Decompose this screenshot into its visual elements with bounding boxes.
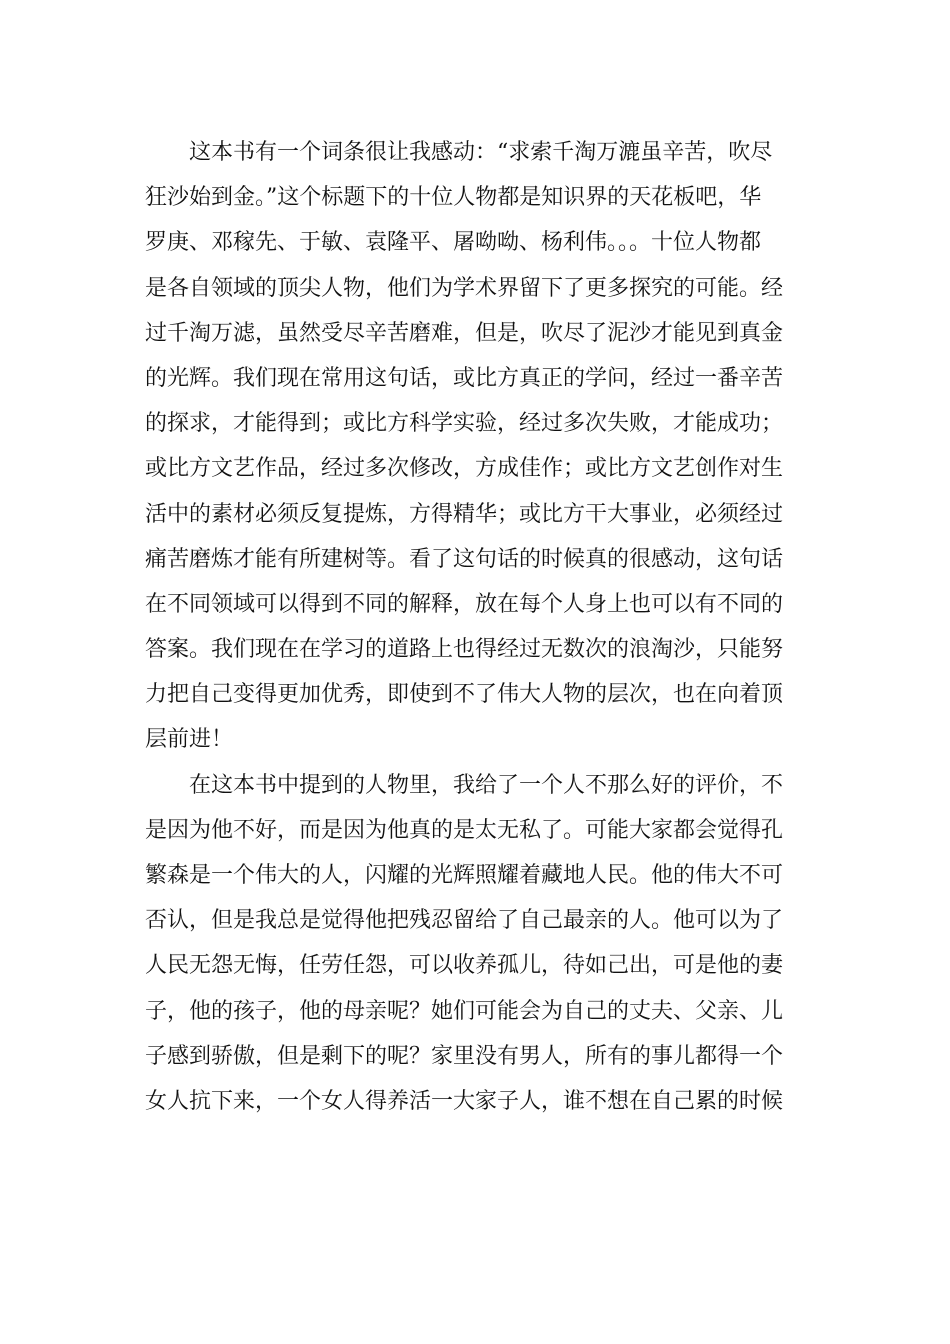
paragraph-line: 罗庚、邓稼先、于敏、袁隆平、屠呦呦、杨利伟。。。十位人物都 xyxy=(145,230,762,256)
paragraph-line: 力把自己变得更加优秀，即使到不了伟大人物的层次，也在向着顶 xyxy=(145,682,784,708)
paragraph-line: 繁森是一个伟大的人，闪耀的光辉照耀着藏地人民。他的伟大不可 xyxy=(145,863,784,888)
paragraph-line: 这本书有一个词条很让我感动：“求索千淘万漉虽辛苦，吹尽 xyxy=(189,140,773,165)
paragraph-line: 过千淘万滤，虽然受尽辛苦磨难，但是，吹尽了泥沙才能见到真金 xyxy=(145,320,784,346)
paragraph-line: 子，他的孩子，他的母亲呢？她们可能会为自己的丈夫、父亲、儿 xyxy=(145,998,784,1024)
paragraph-line: 痛苦磨炼才能有所建树等。看了这句话的时候真的很感动，这句话 xyxy=(145,546,784,572)
paragraph-line: 人民无怨无悔，任劳任怨，可以收养孤儿，待如己出，可是他的妻 xyxy=(145,953,784,979)
paragraph-line: 的光辉。我们现在常用这句话，或比方真正的学问，经过一番辛苦 xyxy=(145,365,784,391)
paragraph-line: 女人抗下来，一个女人得养活一大家子人，谁不想在自己累的时候 xyxy=(145,1088,784,1114)
paragraph-line: 在这本书中提到的人物里，我给了一个人不那么好的评价，不 xyxy=(189,772,784,798)
paragraph-line: 或比方文艺作品，经过多次修改，方成佳作；或比方文艺创作对生 xyxy=(145,456,784,482)
paragraph-2 xyxy=(145,763,815,1125)
body-text xyxy=(145,130,815,1124)
paragraph-line: 狂沙始到金。”这个标题下的十位人物都是知识界的天花板吧，华 xyxy=(145,185,762,211)
paragraph-line: 的探求，才能得到；或比方科学实验，经过多次失败，才能成功； xyxy=(145,411,784,437)
paragraph-line: 在不同领域可以得到不同的解释，放在每个人身上也可以有不同的 xyxy=(145,591,784,617)
paragraph-line: 活中的素材必须反复提炼，方得精华；或比方干大事业，必须经过 xyxy=(145,501,784,527)
paragraph-line: 答案。我们现在在学习的道路上也得经过无数次的浪淘沙，只能努 xyxy=(145,637,784,663)
paragraph-line: 是各自领域的顶尖人物，他们为学术界留下了更多探究的可能。经 xyxy=(145,275,784,301)
paragraph-line: 子感到骄傲，但是剩下的呢？家里没有男人，所有的事儿都得一个 xyxy=(145,1043,784,1069)
paragraph-line: 是因为他不好，而是因为他真的是太无私了。可能大家都会觉得孔 xyxy=(145,817,784,843)
paragraph-1 xyxy=(145,130,815,763)
paragraph-line: 层前进！ xyxy=(145,727,234,753)
paragraph-line: 否认，但是我总是觉得他把残忍留给了自己最亲的人。他可以为了 xyxy=(145,908,784,934)
